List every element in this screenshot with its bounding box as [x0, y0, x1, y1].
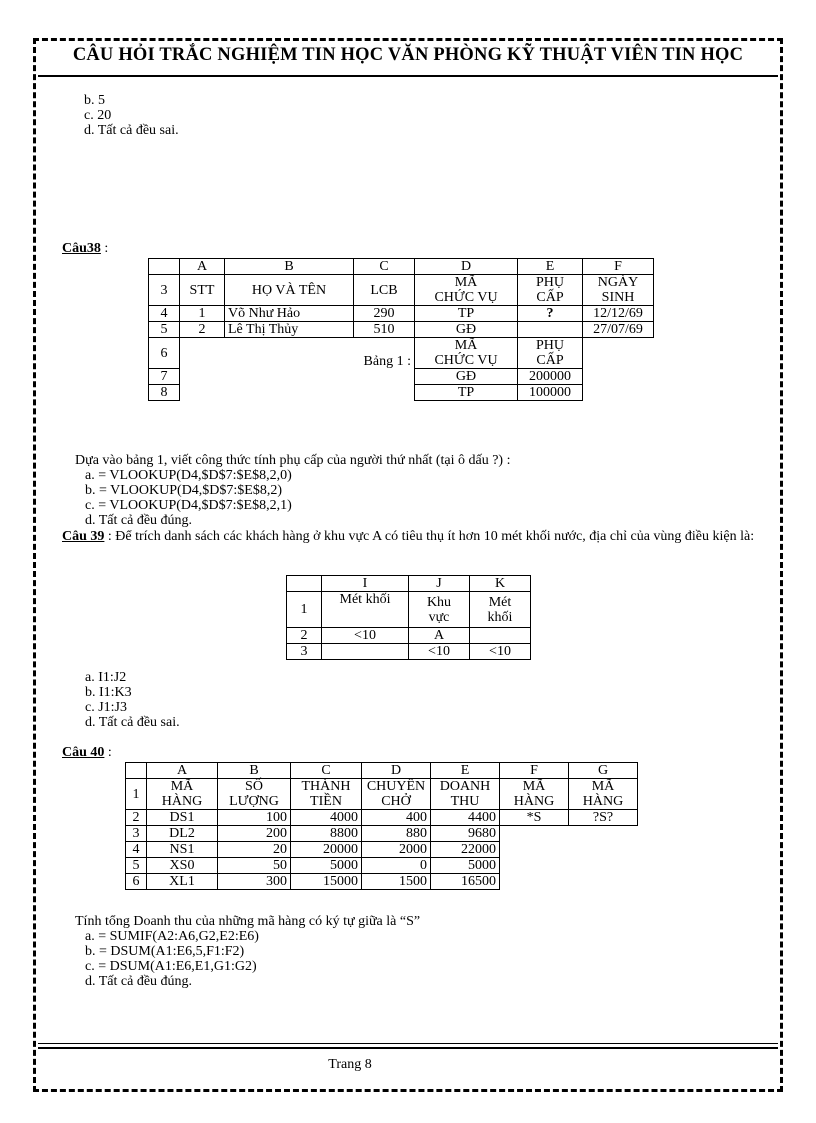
cell: 1: [287, 592, 322, 628]
cell: 5000: [431, 858, 500, 874]
cell: 20: [218, 842, 291, 858]
option: b. = VLOOKUP(D4,$D$7:$E$8,2): [85, 483, 283, 498]
cell: 6: [126, 874, 147, 890]
cell: MÃ CHỨC VỤ: [415, 338, 518, 369]
cell: 7: [149, 369, 180, 385]
question-label: Câu38: [62, 241, 101, 256]
q38-table: [148, 258, 654, 401]
option: d. Tất cả đều sai.: [85, 715, 180, 730]
option: c. = VLOOKUP(D4,$D$7:$E$8,2,1): [85, 498, 292, 513]
option: c. 20: [84, 108, 112, 123]
option: d. Tất cả đều đúng.: [85, 513, 193, 528]
cell: 15000: [291, 874, 362, 890]
cell: XL1: [147, 874, 218, 890]
cell: F: [500, 763, 569, 779]
cell: [287, 576, 322, 592]
cell: 8800: [291, 826, 362, 842]
cell: 880: [362, 826, 431, 842]
cell: 510: [354, 322, 415, 338]
cell: 400: [362, 810, 431, 826]
cell: 200000: [518, 369, 583, 385]
cell: E: [431, 763, 500, 779]
cell: K: [470, 576, 531, 592]
cell: 2: [180, 322, 225, 338]
cell: A: [180, 259, 225, 275]
cell: <10: [470, 644, 531, 660]
cell: <10: [409, 644, 470, 660]
cell: STT: [180, 275, 225, 306]
cell: Mét khối: [322, 592, 409, 628]
page-header-title: CÂU HỎI TRẮC NGHIỆM TIN HỌC VĂN PHÒNG KỸ THUẬT VIÊN TIN HỌC: [72, 45, 744, 65]
option: a. = SUMIF(A2:A6,G2,E2:E6): [85, 929, 259, 944]
cell: GĐ: [415, 322, 518, 338]
cell: [149, 259, 180, 275]
cell: 50: [218, 858, 291, 874]
cell: 4000: [291, 810, 362, 826]
cell: I: [322, 576, 409, 592]
question-label: Câu 40: [62, 745, 105, 760]
cell: 100000: [518, 385, 583, 401]
option: c. J1:J3: [85, 700, 127, 715]
page-number: Trang 8: [328, 1057, 372, 1072]
cell: Lê Thị Thủy: [225, 322, 354, 338]
option: b. 5: [84, 93, 105, 108]
cell: 4: [126, 842, 147, 858]
cell: GĐ: [415, 369, 518, 385]
cell: SỐ LƯỢNG: [218, 779, 291, 810]
cell: TP: [415, 385, 518, 401]
cell: Mét khối: [470, 592, 531, 628]
cell: [518, 322, 583, 338]
question-label: Câu 39: [62, 529, 105, 544]
q39-table: [286, 575, 531, 660]
cell: 100: [218, 810, 291, 826]
cell: NGÀY SINH: [583, 275, 654, 306]
cell: PHỤ CẤP: [518, 275, 583, 306]
cell: F: [583, 259, 654, 275]
option: b. I1:K3: [85, 685, 132, 700]
q38-body: [75, 453, 785, 528]
cell: 3: [287, 644, 322, 660]
cell: Khu vực: [409, 592, 470, 628]
question-colon: :: [100, 241, 109, 256]
cell: 4400: [431, 810, 500, 826]
question-text: Dựa vào bảng 1, viết công thức tính phụ cấp của người thứ nhất (tại ô dấu ?) :: [75, 453, 511, 468]
cell: 4: [149, 306, 180, 322]
cell: 1: [126, 779, 147, 810]
header-rule: [38, 75, 778, 77]
cell: 0: [362, 858, 431, 874]
cell: MÃ HÀNG: [147, 779, 218, 810]
cell: 5: [149, 322, 180, 338]
question-text: : Để trích danh sách các khách hàng ở khu vực A có tiêu thụ ít hơn 10 mét khối nước, địa chỉ của vùng điều kiện là:: [104, 529, 755, 544]
option: a. I1:J2: [85, 670, 127, 685]
q39-options: [75, 670, 785, 730]
cell: 200: [218, 826, 291, 842]
option: d. Tất cả đều sai.: [84, 123, 179, 138]
cell: XS0: [147, 858, 218, 874]
cell: 2000: [362, 842, 431, 858]
option: d. Tất cả đều đúng.: [85, 974, 193, 989]
cell: ?S?: [569, 810, 638, 826]
option: b. = DSUM(A1:E6,5,F1:F2): [85, 944, 245, 959]
cell: [470, 628, 531, 644]
cell: G: [569, 763, 638, 779]
cell: 20000: [291, 842, 362, 858]
option: a. = VLOOKUP(D4,$D$7:$E$8,2,0): [85, 468, 292, 483]
cell: [126, 763, 147, 779]
cell: 3: [149, 275, 180, 306]
prev-options: [62, 93, 772, 138]
cell: PHỤ CẤP: [518, 338, 583, 369]
cell: 5000: [291, 858, 362, 874]
cell: CHUYÊN CHỞ: [362, 779, 431, 810]
cell: 16500: [431, 874, 500, 890]
cell: B: [218, 763, 291, 779]
cell: C: [291, 763, 362, 779]
cell: D: [362, 763, 431, 779]
cell: D: [415, 259, 518, 275]
cell: MÃ HÀNG: [569, 779, 638, 810]
cell: 6: [149, 338, 180, 369]
cell: MÃ CHỨC VỤ: [415, 275, 518, 306]
cell: 290: [354, 306, 415, 322]
q39-heading: [62, 529, 772, 544]
cell: B: [225, 259, 354, 275]
cell: THÀNH TIỀN: [291, 779, 362, 810]
cell: DL2: [147, 826, 218, 842]
footer-rule: [38, 1043, 778, 1044]
q40-body: [75, 914, 785, 989]
q38-heading: [62, 241, 772, 256]
footer-rule-thick: [38, 1047, 778, 1049]
cell: LCB: [354, 275, 415, 306]
cell: 300: [218, 874, 291, 890]
cell: 27/07/69: [583, 322, 654, 338]
cell: 1500: [362, 874, 431, 890]
question-colon: :: [104, 745, 112, 760]
cell: E: [518, 259, 583, 275]
cell: A: [409, 628, 470, 644]
cell: MÃ HÀNG: [500, 779, 569, 810]
cell: *S: [500, 810, 569, 826]
cell: DS1: [147, 810, 218, 826]
cell: HỌ VÀ TÊN: [225, 275, 354, 306]
q40-heading: [62, 745, 772, 760]
cell: TP: [415, 306, 518, 322]
cell: 12/12/69: [583, 306, 654, 322]
cell: <10: [322, 628, 409, 644]
cell: DOANH THU: [431, 779, 500, 810]
cell: 5: [126, 858, 147, 874]
cell: A: [147, 763, 218, 779]
cell: NS1: [147, 842, 218, 858]
question-text: Tính tổng Doanh thu của những mã hàng có ký tự giữa là “S”: [75, 914, 421, 929]
cell-label: Bảng 1 :: [363, 353, 411, 369]
cell: C: [354, 259, 415, 275]
cell: 8: [149, 385, 180, 401]
cell: 9680: [431, 826, 500, 842]
q40-table: [125, 762, 638, 890]
cell: Võ Như Hảo: [225, 306, 354, 322]
cell: 1: [180, 306, 225, 322]
cell: 22000: [431, 842, 500, 858]
cell: ?: [518, 306, 583, 322]
option: c. = DSUM(A1:E6,E1,G1:G2): [85, 959, 257, 974]
cell: J: [409, 576, 470, 592]
cell: [322, 644, 409, 660]
cell: 2: [126, 810, 147, 826]
cell: 2: [287, 628, 322, 644]
cell: 3: [126, 826, 147, 842]
